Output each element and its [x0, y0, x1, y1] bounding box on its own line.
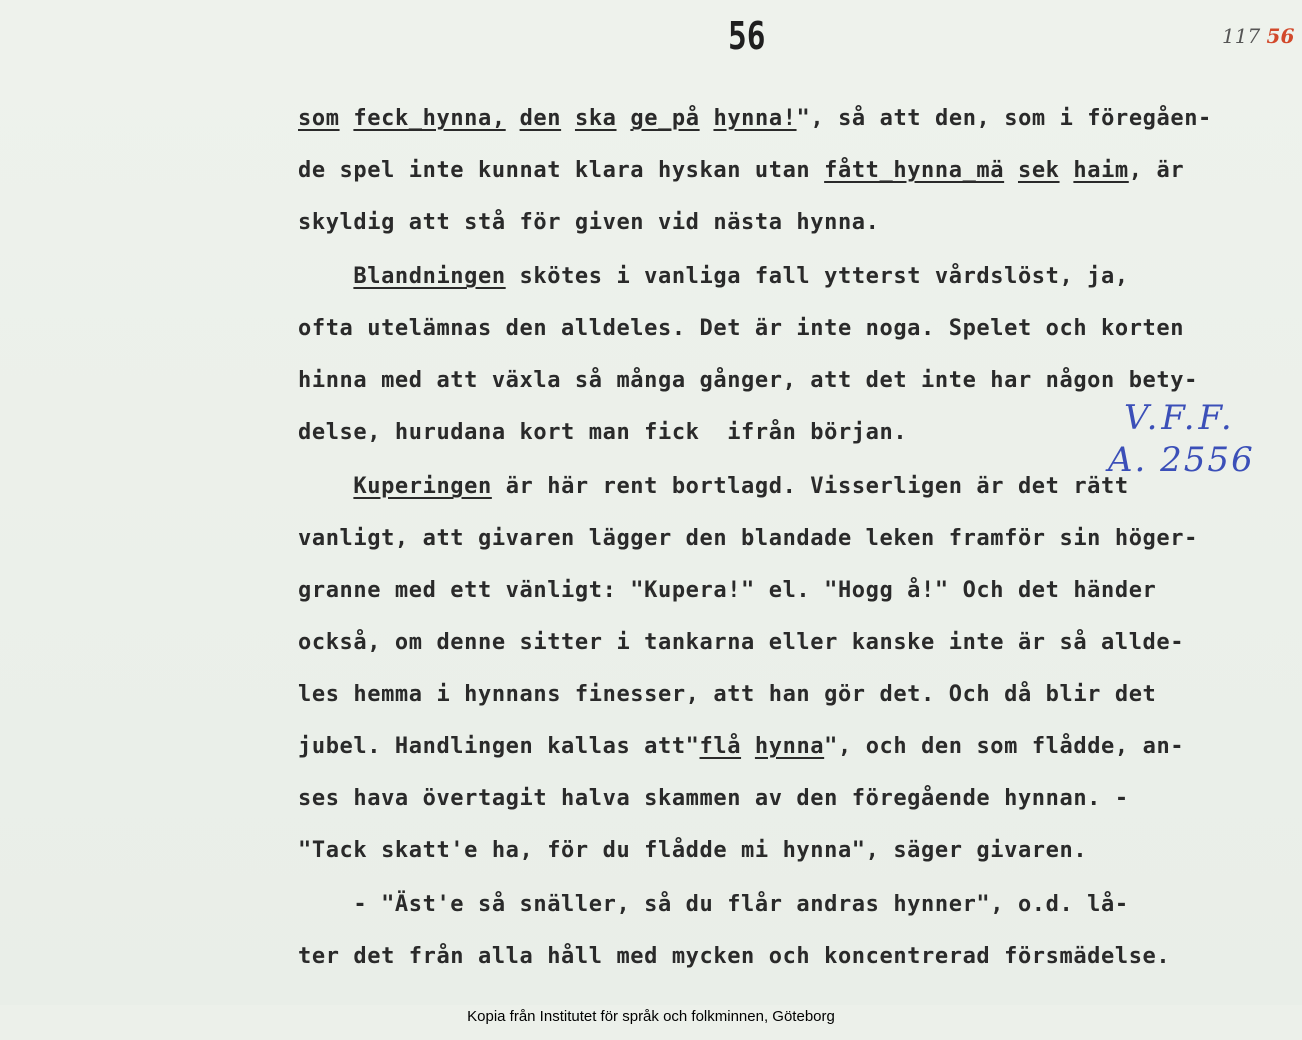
text-line: [298, 942, 1170, 972]
text-segment: jubel. Handlingen kallas att": [298, 734, 700, 759]
text-segment: ", så att den, som i föregåen-: [796, 106, 1212, 131]
underlined-dialect-word: Blandningen: [353, 264, 506, 289]
text-segment: , är: [1128, 158, 1185, 183]
text-segment: skötes i vanliga fall ytterst vårdslöst, ja,: [505, 264, 1129, 289]
text-line: [298, 314, 1184, 344]
text-segment: hinna med att växla så många gånger, att det inte har någon bety-: [298, 368, 1198, 393]
text-line: [298, 784, 1129, 814]
underlined-dialect-word: feck_hynna,: [353, 106, 506, 131]
text-line: [298, 366, 1198, 396]
text-segment: ofta utelämnas den alldeles. Det är inte noga. Spelet och korten: [298, 316, 1185, 341]
text-line: [298, 576, 1156, 606]
text-segment: delse, hurudana kort man fick ifrån början.: [298, 420, 908, 445]
text-segment: [561, 106, 575, 131]
text-line: [298, 524, 1198, 554]
text-line: [298, 418, 907, 448]
text-segment: också, om denne sitter i tankarna eller kanske inte är så allde-: [298, 630, 1185, 655]
underlined-dialect-word: fått_hynna_mä: [824, 158, 1005, 183]
text-line: [298, 156, 1184, 186]
text-segment: ter det från alla håll med mycken och koncentrerad försmädelse.: [298, 944, 1171, 969]
text-segment: [700, 106, 714, 131]
text-segment: är här rent bortlagd. Visserligen är det rätt: [491, 474, 1129, 499]
underlined-dialect-word: hynna: [754, 734, 825, 759]
text-segment: de spel inte kunnat klara hyskan utan: [298, 158, 825, 183]
text-segment: vanligt, att givaren lägger den blandade leken framför sin höger-: [298, 526, 1198, 551]
stamp-line-2: A. 2556: [1108, 440, 1255, 480]
text-line: [298, 890, 1129, 920]
text-segment: [298, 264, 353, 289]
text-segment: [340, 106, 354, 131]
underlined-dialect-word: den: [519, 106, 562, 131]
underlined-dialect-word: haim: [1073, 158, 1129, 183]
archive-number: [1222, 24, 1294, 48]
archive-number-prefix: 117: [1222, 24, 1261, 48]
page-number: 56: [728, 14, 766, 58]
text-segment: ", och den som flådde, an-: [824, 734, 1185, 759]
stamp-line-1: V.F.F.: [1124, 398, 1236, 438]
text-line: [298, 208, 880, 238]
text-segment: "Tack skatt'e ha, för du flådde mi hynna", säger givaren.: [298, 838, 1088, 863]
copy-notice: Kopia från Institutet för språk och folkminnen, Göteborg: [467, 1008, 835, 1025]
text-line: [298, 836, 1087, 866]
text-segment: granne med ett vänligt: "Kupera!" el. "Hogg å!" Och det händer: [298, 578, 1157, 603]
underlined-dialect-word: flå: [699, 734, 742, 759]
text-line: [298, 628, 1184, 658]
text-segment: - "Äst'e så snäller, så du flår andras hynner", o.d. lå-: [298, 892, 1129, 917]
text-line: [298, 732, 1184, 762]
underlined-dialect-word: Kuperingen: [353, 474, 492, 499]
text-segment: [298, 474, 353, 499]
text-segment: [617, 106, 631, 131]
underlined-dialect-word: sek: [1017, 158, 1060, 183]
underlined-dialect-word: som: [298, 106, 340, 131]
text-segment: [741, 734, 755, 759]
underlined-dialect-word: ge_på: [630, 106, 700, 131]
text-segment: [1004, 158, 1018, 183]
text-segment: les hemma i hynnans finesser, att han gör det. Och då blir det: [298, 682, 1157, 707]
text-segment: ses hava övertagit halva skammen av den föregående hynnan. -: [298, 786, 1129, 811]
underlined-dialect-word: ska: [574, 106, 617, 131]
underlined-dialect-word: hynna!: [713, 106, 797, 131]
archive-number-red: 56: [1266, 24, 1295, 48]
text-line: [298, 472, 1129, 502]
text-segment: [506, 106, 520, 131]
text-line: [298, 262, 1129, 292]
text-line: [298, 680, 1156, 710]
text-line: [298, 104, 1212, 134]
archive-stamp: [1108, 398, 1278, 488]
text-segment: skyldig att stå för given vid nästa hynna.: [298, 210, 880, 235]
text-segment: [1060, 158, 1074, 183]
